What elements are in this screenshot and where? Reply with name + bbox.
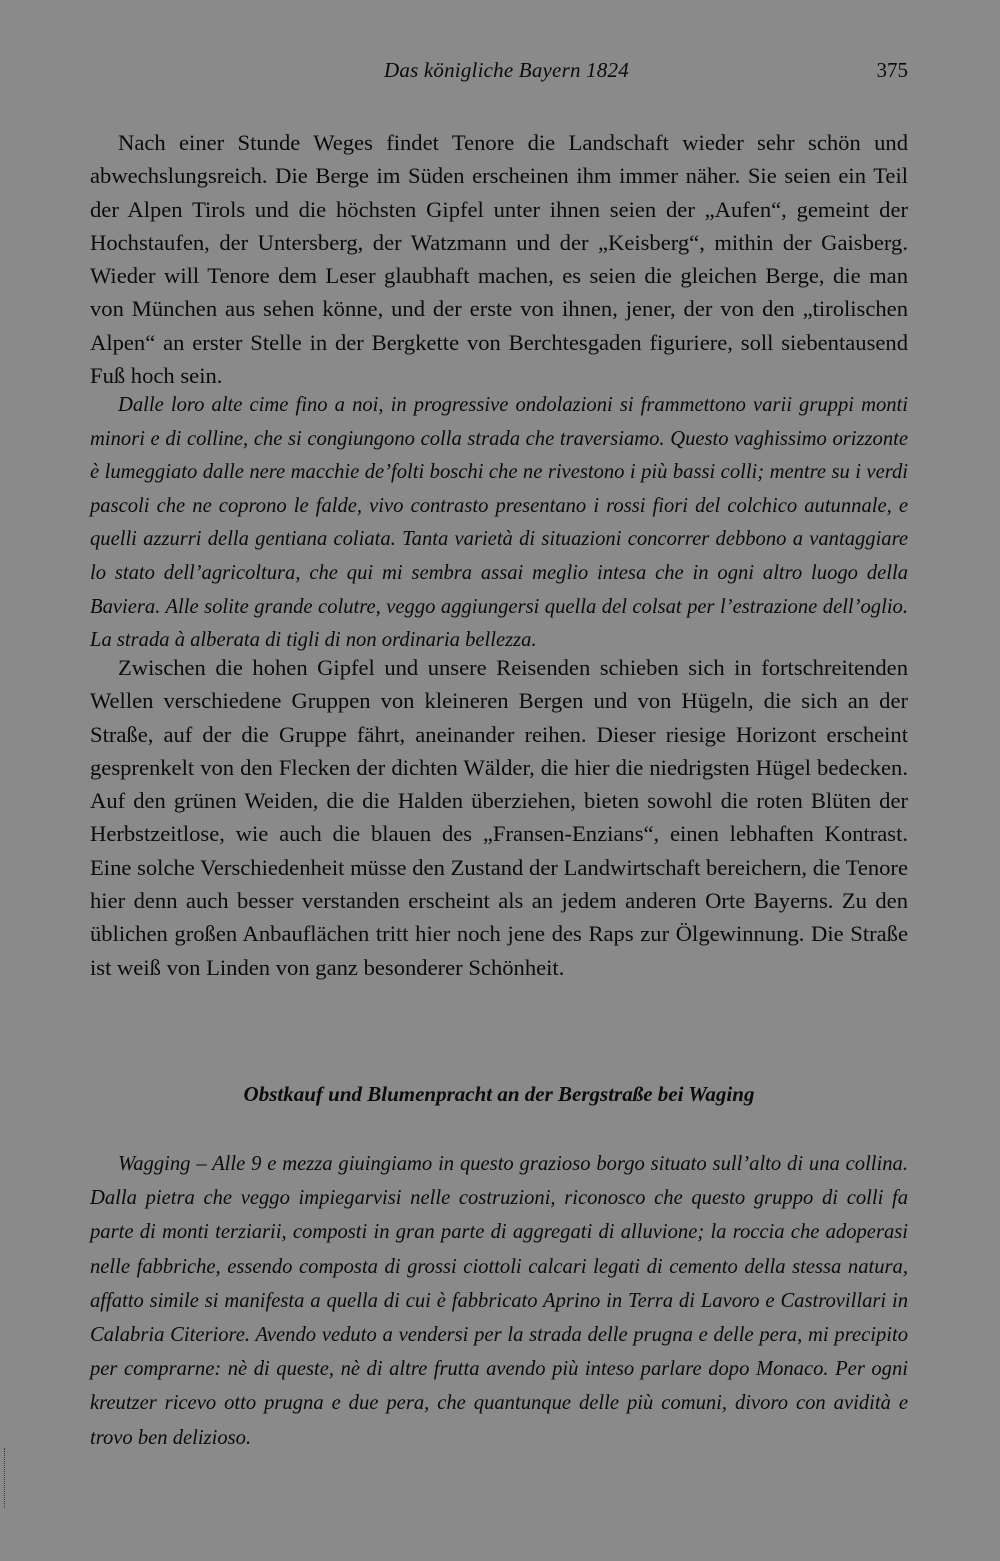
italian-quotation-1: Dalle loro alte cime fino a noi, in progressive ondolazioni si frammettono varii gruppi monti minori e di colline, che si congiungono colla strada che traversiamo. Questo vaghissimo orizzonte è lumeggiato dalle nere macchie de’folti boschi che ne rivestono i più bassi colli; mentre su i verdi pascoli che ne coprono le falde, vivo contrasto presentano i rossi fiori del colchico autunnale, e quelli azzurri della gentiana coliata. Tanta varietà di situazioni concorrer debbono a vantaggiare lo stato dell’agricoltura, che qui mi sembra assai meglio intesa che in ogni altro luogo della Baviera. Alle solite grande colutre, veggo aggiungersi quella del colsat per l’estrazione dell’oglio. La strada à alberata di tigli di non ordinaria bellezza. bbox=[90, 394, 908, 652]
italian-quotation-2: Wagging – Alle 9 e mezza giuingiamo in questo grazioso borgo situato sull’alto di una collina. Dalla pietra che veggo impiegarvisi nelle costruzioni, riconosco che questo gruppo di colli fa parte di monti terziarii, composti in gran parte di aggregati di alluvione; la roccia che adoperasi nelle fabbriche, essendo composta di grossi ciottoli calcari legati di cemento della stessa natura, affatto simile si manifesta a quella di cui è fabbricato Aprino in Terra di Lavoro e Castrovillari in Calabria Citeriore. Avendo veduto a vendersi per la strada delle prugna e delle pera, mi precipito per comprarne: nè di queste, nè di altre frutta avendo più inteso parlare dopo Monaco. Per ogni kreutzer ricevo otto prugna e due pera, che quantunque delle più comuni, divoro con avidità e trovo ben delizioso. bbox=[90, 1153, 908, 1449]
page-edge-marks bbox=[4, 1448, 8, 1508]
body-paragraph-1: Nach einer Stunde Weges findet Tenore die Landschaft wieder sehr schön und abwechslungsreich. Die Berge im Süden erscheinen ihm immer näher. Sie seien ein Teil der Alpen Tirols und die höchsten Gipfel unter ihnen seien der „Aufen“, gemeint der Hochstaufen, der Untersberg, der Watzmann und der „Keisberg“, mithin der Gaisberg. Wieder will Tenore dem Leser glaubhaft machen, es seien die gleichen Berge, die man von München aus sehen könne, und der erste von ihnen, jener, der von den „tirolischen Alpen“ an erster Stelle in der Bergkette von Berchtesgaden figuriere, soll siebentausend Fuß hoch sein. bbox=[90, 130, 908, 389]
running-title: Das königliche Bayern 1824 bbox=[384, 58, 629, 82]
body-paragraph-2: Zwischen die hohen Gipfel und unsere Reisenden schieben sich in fortschreitenden Wellen verschiedene Gruppen von kleineren Bergen und von Hügeln, die sich an der Straße, auf der die Gruppe fährt, aneinander reihen. Dieser riesige Horizont erscheint gesprenkelt von den Flecken der dichten Wälder, die hier die niedrigsten Hügel bedecken. Auf den grünen Weiden, die die Halden überziehen, bieten sowohl die roten Blüten der Herbstzeitlose, wie auch die blauen des „Fransen-Enzians“, einen lebhaften Kontrast. Eine solche Verschiedenheit müsse den Zustand der Landwirtschaft bereichern, die Tenore hier denn auch besser verstanden erscheint als an jedem anderen Orte Bayerns. Zu den üblichen großen Anbauflächen tritt hier noch jene des Raps zur Ölgewinnung. Die Straße ist weiß von Linden von ganz besonderer Schönheit. bbox=[90, 655, 908, 980]
section-heading: Obstkauf und Blumenpracht an der Bergstraße bei Waging bbox=[243, 1082, 755, 1106]
page-number: 375 bbox=[876, 58, 908, 82]
page-header bbox=[88, 58, 908, 92]
